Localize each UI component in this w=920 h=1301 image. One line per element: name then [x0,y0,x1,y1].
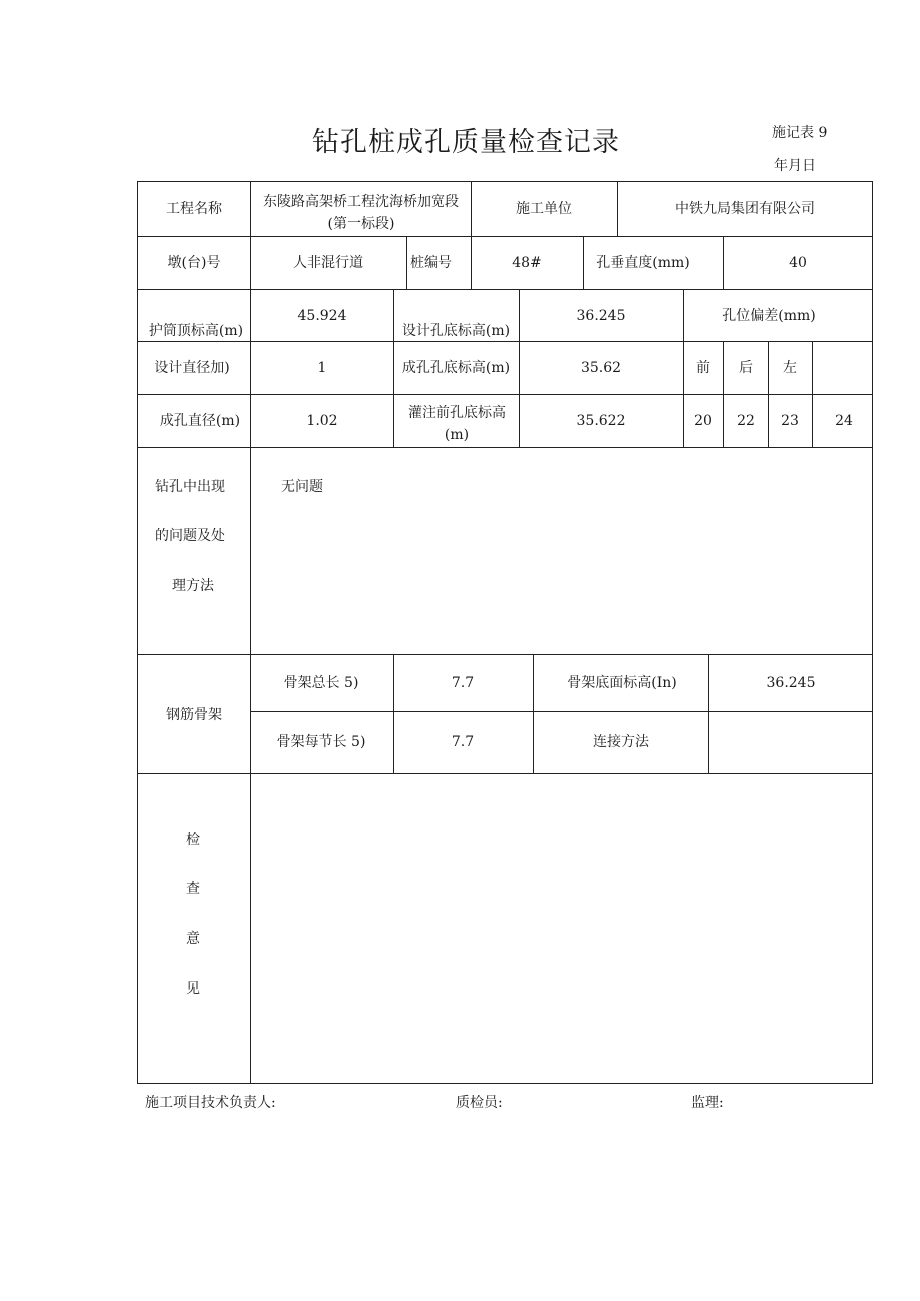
column-divider [406,236,407,289]
cage-segment-length-value: 7.7 [451,734,475,750]
tech-lead-signature: 施工项目技术负责人: [145,1095,276,1111]
column-divider [533,654,534,773]
pour-bottom-value: 35.622 [576,413,626,429]
column-divider [250,181,251,1084]
column-divider [519,289,520,447]
problems-label: 钻孔中出现 [155,479,225,495]
column-divider [768,341,769,447]
cage-bottom-elevation-label: 骨架底面标高(In) [567,675,677,691]
column-divider [393,654,394,773]
cage-bottom-elevation-value: 36.245 [766,675,816,691]
opinion-label: 查 [186,881,200,897]
deviation-label: 孔位偏差(mm) [722,308,816,324]
pier-label: 墩(台)号 [167,255,221,271]
date-field: 年月日 [774,158,816,174]
formed-diameter-value: 1.02 [306,413,338,429]
column-divider [617,181,618,236]
row-divider [137,394,873,395]
direction-front: 前 [696,360,710,376]
deviation-right-value: 24 [835,413,853,429]
column-divider [471,181,472,236]
project-name-value-sub: (第一标段) [327,216,395,232]
deviation-left-value: 23 [781,413,799,429]
project-name-value: 东陵路高架桥工程沈海桥加宽段 [263,194,459,210]
cage-segment-length-label: 骨架每节长 5) [276,734,366,750]
page-title: 钻孔桩成孔质量检查记录 [312,127,620,158]
pour-bottom-label: 灌注前孔底标高 [408,405,506,421]
column-divider [583,236,584,289]
row-divider [137,289,873,290]
deviation-back-value: 22 [737,413,755,429]
builder-value: 中铁九局集团有限公司 [675,201,815,217]
verticality-label: 孔垂直度(mm) [596,255,690,271]
joint-method-label: 连接方法 [593,734,649,750]
row-divider [250,711,873,712]
deviation-front-value: 20 [694,413,712,429]
project-name-label: 工程名称 [166,201,222,217]
opinion-label: 意 [186,931,200,947]
row-divider [137,341,873,342]
formed-bottom-label: 成孔孔底标高(m) [401,360,511,376]
opinion-label: 见 [186,981,200,997]
row-divider [137,654,873,655]
verticality-value: 40 [789,255,807,271]
form-number: 施记表 9 [772,125,828,141]
casing-top-value: 45.924 [297,308,347,324]
builder-label: 施工单位 [516,201,572,217]
formed-bottom-value: 35.62 [580,360,622,376]
direction-back: 后 [739,360,753,376]
pier-value: 人非混行道 [293,255,363,271]
direction-left: 左 [783,360,797,376]
row-divider [137,773,873,774]
column-divider [723,341,724,447]
pour-bottom-label-unit: (m) [444,427,470,443]
column-divider [812,341,813,447]
pile-no-label: 桩编号 [410,255,452,271]
column-divider [708,654,709,773]
row-divider [137,447,873,448]
cage-total-length-label: 骨架总长 5) [283,675,359,691]
column-divider [471,236,472,289]
cage-total-length-value: 7.7 [451,675,475,691]
column-divider [683,289,684,447]
column-divider [723,236,724,289]
column-divider [393,289,394,447]
inspector-signature: 质检员: [456,1095,503,1111]
formed-diameter-label: 成孔直径(m) [159,413,241,429]
design-diameter-value: 1 [317,360,327,376]
casing-top-label: 护筒顶标高(m) [148,323,244,339]
row-divider [137,236,873,237]
problems-label: 的问题及处 [155,528,225,544]
steel-cage-label: 钢筋骨架 [166,707,222,723]
design-bottom-label: 设计孔底标高(m) [401,323,511,339]
design-diameter-label: 设计直径加) [154,360,230,376]
problems-value: 无问题 [281,479,323,495]
opinion-label: 检 [186,832,200,848]
problems-label: 理方法 [172,578,214,594]
pile-no-value: 48# [512,255,542,271]
design-bottom-value: 36.245 [576,308,626,324]
supervisor-signature: 监理: [691,1095,724,1111]
